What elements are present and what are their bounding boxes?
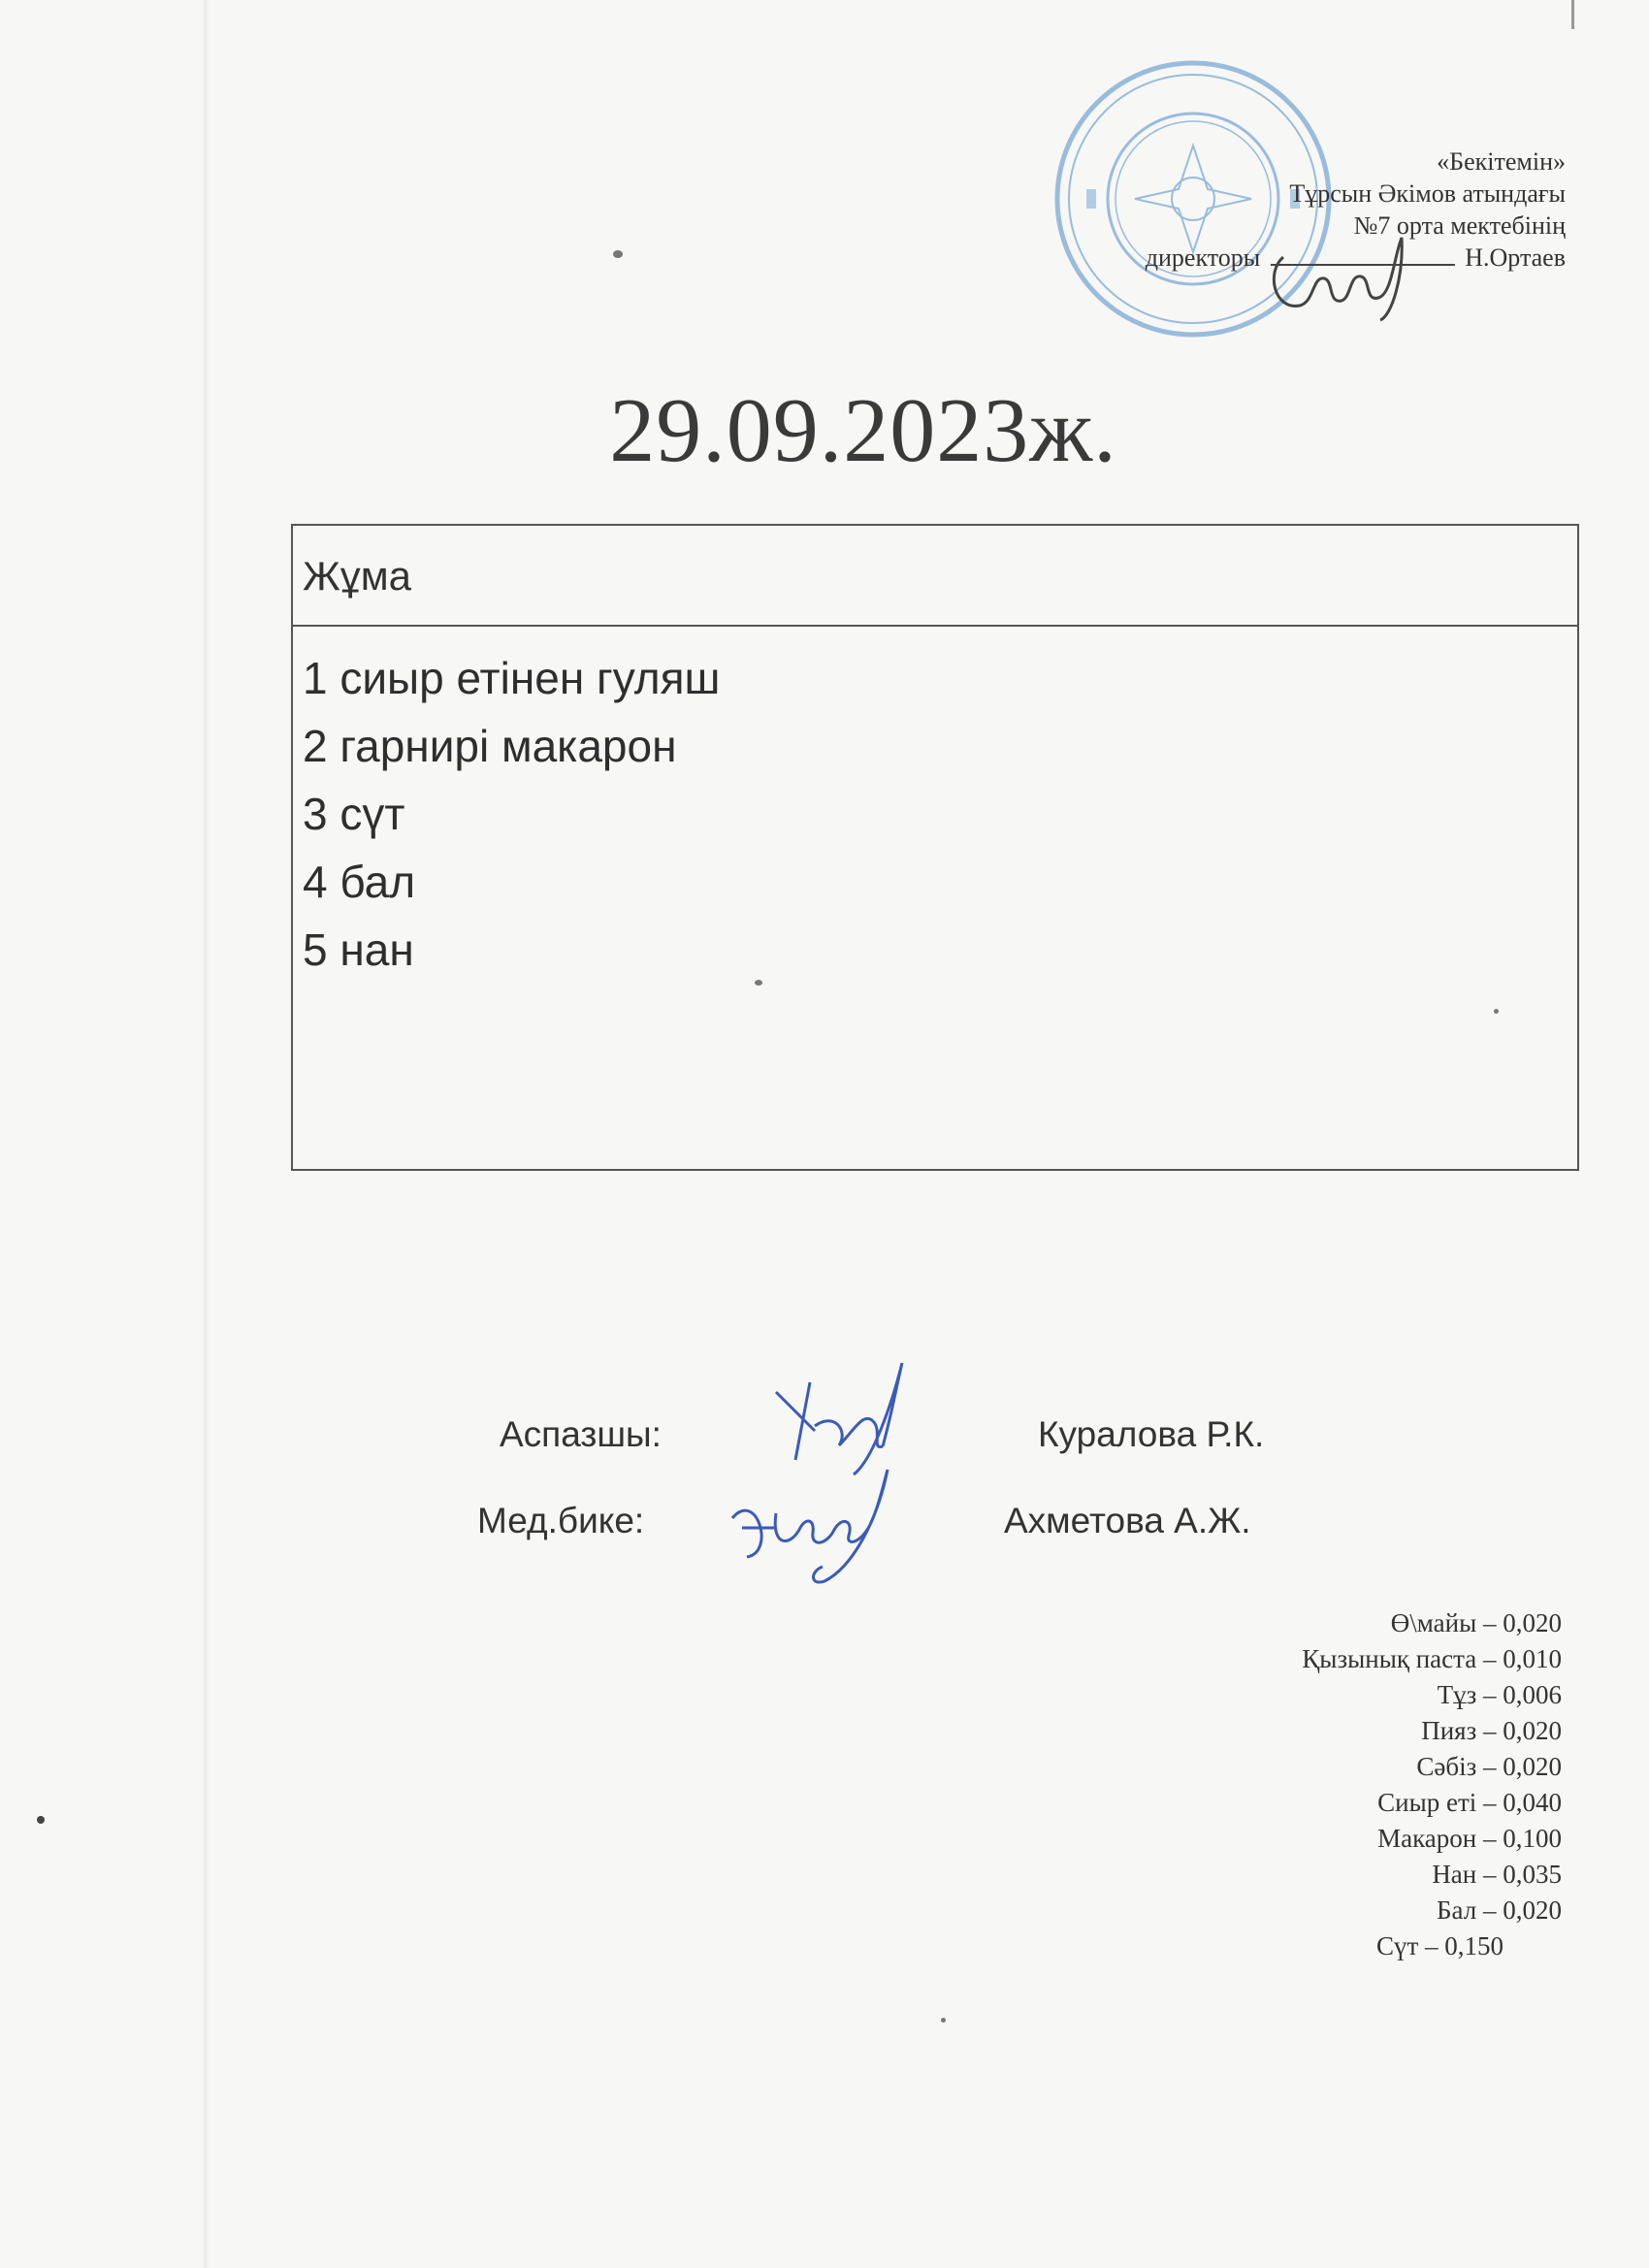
ingredient-line: Пияз – 0,020 (1421, 1716, 1562, 1745)
nurse-signature (718, 1460, 902, 1586)
speck (37, 1816, 45, 1824)
director-label: директоры (1145, 243, 1261, 272)
approval-line2: №7 орта мектебінің (1353, 211, 1566, 240)
menu-item: 5 нан (303, 924, 414, 975)
cook-label: Аспазшы: (500, 1414, 662, 1454)
ingredient-line: Сиыр еті – 0,040 (1377, 1788, 1562, 1817)
menu-item: 4 бал (303, 857, 416, 907)
menu-day: Жұма (293, 526, 1577, 627)
ingredient-line: Қызынық паста – 0,010 (1302, 1644, 1562, 1673)
speck (941, 2018, 946, 2023)
ingredient-line: Нан – 0,035 (1432, 1860, 1562, 1889)
approval-title: «Бекітемін» (1437, 147, 1566, 176)
director-signature (1256, 218, 1431, 325)
scan-mark (1571, 0, 1574, 29)
ingredient-line: Сүт – 0,150 (1375, 1931, 1504, 1960)
menu-item: 1 сиыр етінен гуляш (303, 653, 721, 703)
nurse-name: Ахметова А.Ж. (1004, 1501, 1251, 1540)
approval-line1: Тұрсын Әкімов атындағы (1289, 179, 1566, 208)
ingredient-line: Тұз – 0,006 (1437, 1680, 1562, 1709)
ingredient-line: Макарон – 0,100 (1377, 1824, 1562, 1853)
cook-name: Куралова Р.К. (1038, 1414, 1265, 1454)
menu-list (293, 627, 1577, 984)
menu-date: 29.09.2023ж. (609, 380, 1117, 481)
ingredient-line: Бал – 0,020 (1437, 1895, 1562, 1925)
speck (613, 250, 623, 258)
menu-item: 3 сүт (303, 789, 405, 839)
ingredients-list (980, 1605, 1562, 1964)
menu-table (291, 524, 1579, 1171)
ingredient-line: Сәбіз – 0,020 (1416, 1752, 1562, 1781)
menu-item: 2 гарнирі макарон (303, 721, 677, 771)
ingredient-line: Ө\майы – 0,020 (1390, 1608, 1562, 1637)
scan-edge (204, 0, 210, 2268)
director-name: Н.Ортаев (1465, 243, 1566, 272)
nurse-label: Мед.бике: (477, 1501, 645, 1540)
